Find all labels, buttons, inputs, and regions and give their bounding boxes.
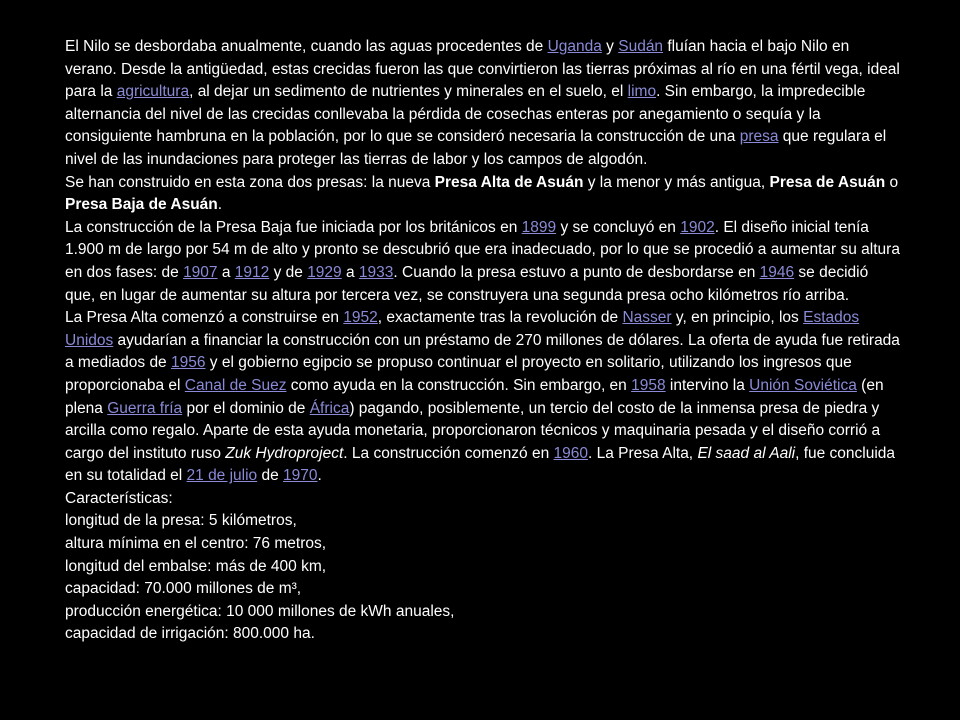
text: y, en principio, los [671,309,804,327]
text: o [885,173,899,191]
text: . [217,196,223,214]
italic-zuk-hydroproject: Zuk Hydroproject [225,444,344,462]
bold-presa-asuan: Presa de Asuán [769,173,886,191]
feature-item: capacidad: 70.000 millones de m³, [65,580,302,598]
paragraph-low-dam [65,217,900,307]
features-heading: Características: [65,489,173,507]
text: y el gobierno egipcio se propuso continuar el proyecto en solitario, utilizando los ingresos que proporcionaba el [65,354,852,394]
text: La construcción de la Presa Baja fue iniciada por los británicos en [65,218,522,236]
link-1899[interactable]: 1899 [521,218,557,236]
text: de [257,467,284,485]
link-nasser[interactable]: Nasser [622,309,672,327]
link-1958[interactable]: 1958 [631,376,666,394]
text: , fue concluida en su totalidad el [65,444,896,485]
link-1907[interactable]: 1907 [183,263,218,281]
paragraph-nile-floods [65,36,900,172]
link-canal-de-suez[interactable]: Canal de Suez [184,376,287,394]
link-uganda[interactable]: Uganda [547,38,602,55]
link-1960[interactable]: 1960 [553,444,588,462]
text: y de [269,263,308,281]
text: a [217,263,235,281]
text: se decidió que, en lugar de aumentar su altura por tercera vez, se construyera una segunda presa ocho kilómetros río arriba. [65,263,869,304]
text: La Presa Alta comenzó a construirse en [65,309,344,327]
link-21-de-julio[interactable]: 21 de julio [186,467,258,485]
text: ayudarían a financiar la construcción con un préstamo de 270 millones de dólares. La oferta de ayuda fue retirada a mediados de [65,331,900,372]
text: y la menor y más antigua, [583,173,770,191]
link-guerra-fria[interactable]: Guerra fría [107,399,183,417]
text: (en plena [65,376,884,417]
link-africa[interactable]: África [309,399,350,417]
text: . Sin embargo, la impredecible alternancia del nivel de las crecidas conllevaba la pérdida de cosechas enteras por anegamiento o sequía y la consiguiente hambruna en la población, por lo que se consideró necesaria la construcción de una [65,83,866,146]
text: Se han construido en esta zona dos presas: la nueva [65,173,435,191]
link-1952[interactable]: 1952 [343,309,378,327]
text: . La Presa Alta, [588,444,698,462]
text: ) pagando, posiblemente, un tercio del costo de la inmensa presa de piedra y arcilla como regalo. Aparte de esta ayuda monetaria, proporcionaron técnicos y maquinaria pesada y el diseño corrió a cargo del instituto ruso [65,399,881,462]
link-presa[interactable]: presa [739,128,779,146]
link-1912[interactable]: 1912 [234,263,270,281]
link-sudan[interactable]: Sudán [618,38,664,55]
text: , exactamente tras la revolución de [377,309,623,327]
link-1956[interactable]: 1956 [171,354,206,372]
text: , al dejar un sedimento de nutrientes y minerales en el suelo, el [189,83,628,101]
text: . [317,467,322,485]
feature-item: longitud de la presa: 5 kilómetros, [65,512,297,530]
text: . La construcción comenzó en [343,444,554,462]
text: a [341,263,359,281]
feature-item: producción energética: 10 000 millones de kWh anuales, [65,602,455,620]
text: y [601,38,619,55]
link-1970[interactable]: 1970 [283,467,318,485]
paragraph-high-dam [65,307,900,488]
italic-el-saad-al-aali: El saad al Aali [697,444,796,462]
link-agricultura[interactable]: agricultura [116,83,190,101]
feature-item: capacidad de irrigación: 800.000 ha. [65,625,315,643]
features-list [65,488,900,646]
feature-item: altura mínima en el centro: 76 metros, [65,535,327,553]
text: como ayuda en la construcción. Sin embargo, en [286,376,632,394]
feature-item: longitud del embalse: más de 400 km, [65,557,327,575]
link-1933[interactable]: 1933 [358,263,394,281]
link-1929[interactable]: 1929 [307,263,342,281]
text: . Cuando la presa estuvo a punto de desbordarse en [393,263,760,281]
link-union-sovietica[interactable]: Unión Soviética [749,376,857,394]
bold-presa-alta: Presa Alta de Asuán [434,173,584,191]
link-1946[interactable]: 1946 [759,263,795,281]
paragraph-two-dams [65,172,900,217]
text: y se concluyó en [556,218,681,236]
link-1902[interactable]: 1902 [680,218,715,236]
bold-presa-baja: Presa Baja de Asuán [65,196,218,214]
text: que regulara el nivel de las inundaciones para proteger las tierras de labor y los campos de algodón. [65,128,887,168]
document-body [65,36,900,646]
link-estados-unidos[interactable]: Estados Unidos [65,309,860,349]
text: intervino la [665,376,750,394]
text: . El diseño inicial tenía 1.900 m de largo por 54 m de alto y pronto se descubrió que era inadecuado, por lo que se procedió a aumentar su altura en dos fases: de [65,218,900,281]
text: por el dominio de [182,399,310,417]
link-limo[interactable]: limo [627,83,657,101]
text: fluían hacia el bajo Nilo en verano. Desde la antigüedad, estas crecidas fueron las que convirtieron las tierras próximas al río en una fértil vega, ideal para la [65,38,900,101]
text: El Nilo se desbordaba anualmente, cuando las aguas procedentes de [65,38,548,55]
